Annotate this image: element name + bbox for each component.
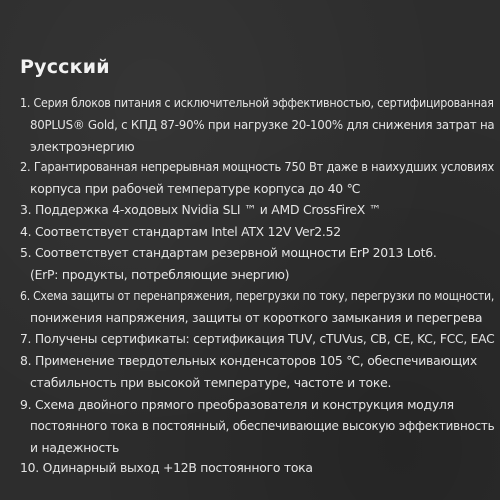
feature-2-line-1: 2. Гарантированная непрерывная мощность 750 Вт даже в наихудших условиях: [20, 159, 494, 174]
feature-1-line-3: электроэнергию: [30, 139, 135, 154]
feature-1-line-1: 1. Серия блоков питания с исключительной эффективностью, сертифицированная: [20, 95, 494, 110]
feature-8-line-2: стабильность при высокой температуре, частоте и токе.: [30, 375, 392, 390]
feature-5-line-1: 5. Соответствует стандартам резервной мощности ErP 2013 Lot6.: [20, 245, 437, 260]
feature-3-line-1: 3. Поддержка 4-ходовых Nvidia SLI ™ и AMD CrossFireX ™: [20, 202, 381, 217]
feature-9-line-2: постоянного тока в постоянный, обеспечивающие высокую эффективность: [30, 418, 495, 433]
feature-4-line-1: 4. Соответствует стандартам Intel ATX 12V Ver2.52: [20, 224, 341, 239]
feature-6-line-1: 6. Схема защиты от перенапряжения, перегрузки по току, перегрузки по мощности,: [20, 288, 495, 303]
feature-6-line-2: понижения напряжения, защиты от короткого замыкания и перегрева: [30, 310, 483, 325]
feature-5-line-2: (ErP: продукты, потребляющие энергию): [30, 267, 290, 282]
feature-8-line-1: 8. Применение твердотельных конденсаторов 105 ℃, обеспечивающих: [20, 353, 477, 368]
feature-7-line-1: 7. Получены сертификаты: сертификация TUV, cTUVus, CB, CE, KC, FCC, EAC: [20, 331, 495, 346]
feature-2-line-2: корпуса при рабочей температуре корпуса до 40 ℃: [30, 181, 361, 196]
feature-1-line-2: 80PLUS® Gold, с КПД 87-90% при нагрузке 20-100% для снижения затрат на: [30, 117, 495, 132]
feature-9-line-1: 9. Схема двойного прямого преобразователя и конструкция модуля: [20, 397, 454, 412]
feature-10-line-1: 10. Одинарный выход +12В постоянного тока: [20, 460, 313, 475]
feature-9-line-3: и надежность: [30, 440, 120, 455]
page-title: Русский: [20, 56, 110, 78]
